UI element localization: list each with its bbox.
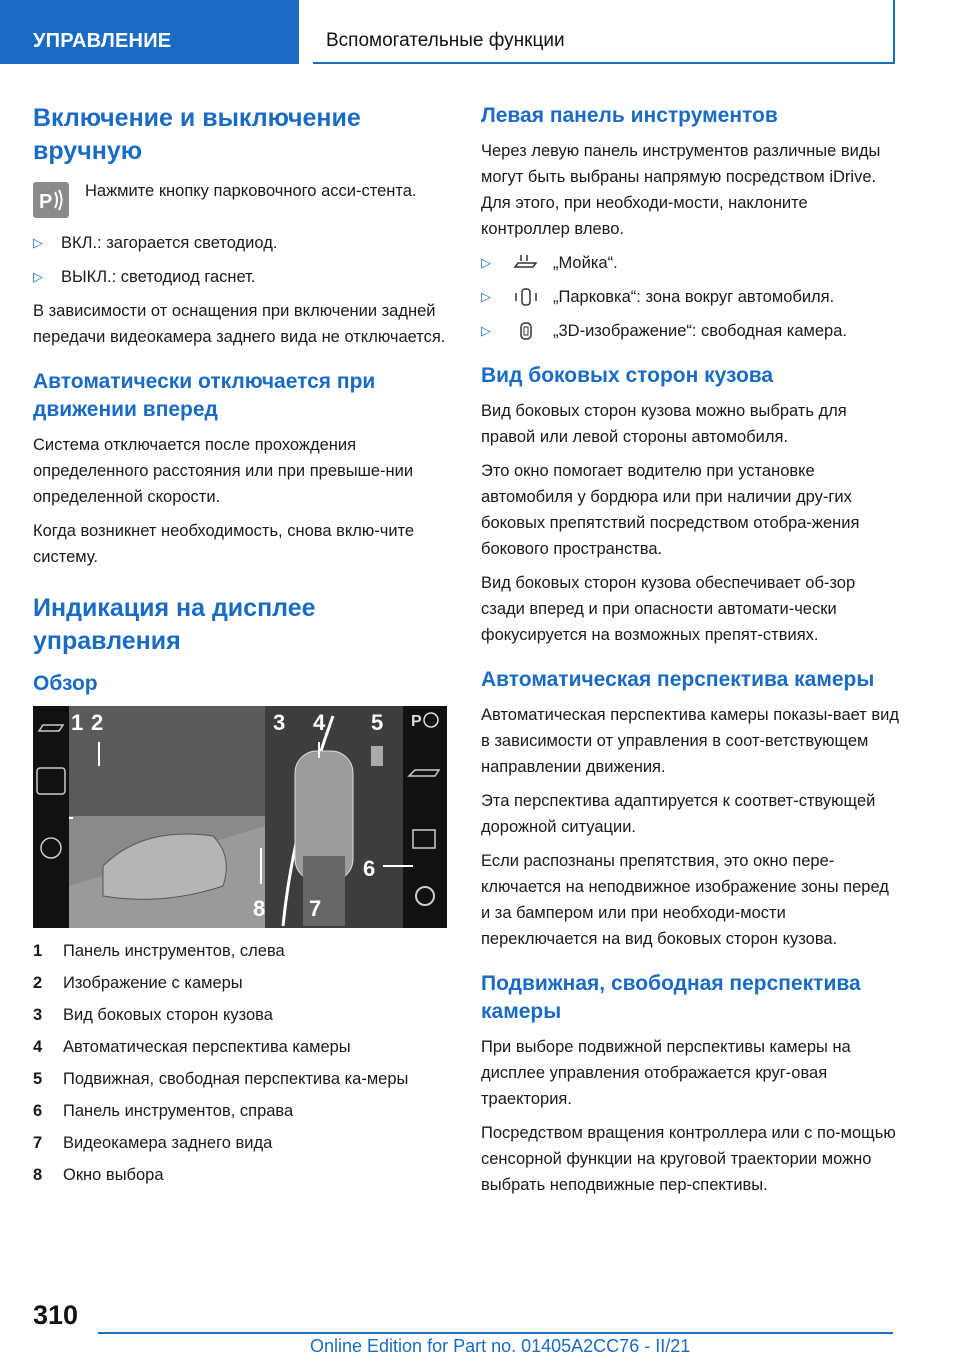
triangle-bullet-icon: ▷ (481, 323, 491, 338)
heading-left-panel: Левая панель инструментов (481, 104, 778, 127)
triangle-bullet-icon: ▷ (33, 235, 43, 250)
footer-edition: Online Edition for Part no. 01405A2CC76 - II/21 (310, 1336, 691, 1356)
paragraph-side-3: Вид боковых сторон кузова обеспечивает об-зор сзади вперед и при опасности автомати-чески фокусируется на возможных препят-ствиях. (481, 574, 856, 644)
callout-8: 8 (253, 896, 266, 921)
paragraph-auto-persp-2: Эта перспектива адаптируется к соответ-ствующей дорожной ситуации. (481, 792, 876, 836)
bullet-off-text: ВЫКЛ.: светодиод гаснет. (61, 268, 256, 286)
bullet-parking (481, 284, 899, 310)
parking-view-icon (513, 287, 539, 307)
button-instruction (33, 178, 451, 218)
legend-item: 3 Вид боковых сторон кузова (33, 1006, 273, 1024)
section-header: УПРАВЛЕНИЕ (0, 0, 299, 64)
heading-auto-perspective: Автоматическая перспектива камеры (481, 668, 875, 691)
callout-7: 7 (309, 896, 322, 921)
callout-4: 4 (313, 710, 326, 735)
legend-item: 8 Окно выбора (33, 1166, 164, 1184)
heading-overview: Обзор (33, 672, 98, 695)
legend-item: 7 Видеокамера заднего вида (33, 1134, 273, 1152)
svg-text:P: P (39, 191, 53, 213)
triangle-bullet-icon: ▷ (33, 269, 43, 284)
bullet-off (33, 264, 451, 290)
legend-item: 4 Автоматическая перспектива камеры (33, 1038, 351, 1056)
paragraph-left-panel: Через левую панель инструментов различные виды могут быть выбраны напрямую посредством iDrive. Для этого, при необходи-мости, наклоните контроллер влево. (481, 142, 881, 238)
car-wash-icon (513, 253, 539, 273)
figure-legend (33, 938, 451, 1188)
legend-item: 6 Панель инструментов, справа (33, 1102, 294, 1120)
callout-2: 2 (91, 710, 104, 735)
bullet-3d (481, 318, 899, 344)
footer-divider (98, 1332, 893, 1334)
callout-3: 3 (273, 710, 286, 735)
heading-free-perspective: Подвижная, свободная перспектива камеры (481, 972, 861, 1023)
paragraph-reverse: В зависимости от оснащения при включении задней передачи видеокамера заднего вида не отключается. (33, 302, 446, 346)
paragraph-auto-persp-3: Если распознаны препятствия, это окно пере-ключается на неподвижное изображение зоны перед и за бампером или при необходи-мости переключается на вид боковых сторон кузова. (481, 852, 889, 948)
button-text: Нажмите кнопку парковочного асси-стента. (85, 182, 417, 200)
camera-display-figure (33, 706, 447, 928)
camera-display-illustration (33, 706, 447, 928)
heading-display: Индикация на дисплее управления (33, 594, 316, 655)
paragraph-auto-2: Когда возникнет необходимость, снова вклю-чите систему. (33, 522, 415, 566)
legend-item: 5 Подвижная, свободная перспектива ка-меры (33, 1070, 409, 1088)
bullet-on-text: ВКЛ.: загорается светодиод. (61, 234, 278, 252)
subsection-header: Вспомогательные функции (313, 0, 895, 64)
callout-5: 5 (371, 710, 384, 735)
paragraph-auto-persp-1: Автоматическая перспектива камеры показы-вает вид в зависимости от управления в соот-ветствующем направлении движения. (481, 706, 899, 776)
heading-side-view: Вид боковых сторон кузова (481, 364, 774, 387)
bullet-3d-text: „3D-изображение“: свободная камера. (553, 322, 847, 340)
bullet-wash-text: „Мойка“. (553, 254, 618, 272)
bullet-on (33, 230, 451, 256)
legend-item: 2 Изображение с камеры (33, 974, 243, 992)
callout-6: 6 (363, 856, 376, 881)
triangle-bullet-icon: ▷ (481, 289, 491, 304)
paragraph-free-2: Посредством вращения контроллера или с по-мощью сенсорной функции на круговой траектории можно выбрать неподвижные пер-спективы. (481, 1124, 896, 1194)
bullet-parking-text: „Парковка“: зона вокруг автомобиля. (553, 288, 835, 306)
3d-view-icon (513, 321, 539, 341)
paragraph-auto-1: Система отключается после прохождения определенного расстояния или при превыше-нии определенной скорости. (33, 436, 414, 506)
heading-manual-switch: Включение и выключение вручную (33, 104, 361, 165)
heading-auto-off: Автоматически отключается при движении вперед (33, 370, 376, 421)
page-number: 310 (33, 1300, 79, 1330)
parking-assistant-button-icon (33, 182, 69, 218)
bullet-wash (481, 250, 899, 276)
paragraph-side-2: Это окно помогает водителю при установке автомобиля у бордюра или при наличии дру-гих боковых препятствий посредством отобра-жения бокового пространства. (481, 462, 860, 558)
triangle-bullet-icon: ▷ (481, 255, 491, 270)
svg-text:P: P (411, 713, 422, 730)
right-column (481, 102, 899, 1206)
left-column (33, 102, 451, 1194)
paragraph-free-1: При выборе подвижной перспективы камеры на дисплее управления отображается круг-овая траектория. (481, 1038, 851, 1108)
callout-1: 1 (71, 710, 84, 735)
legend-item: 1 Панель инструментов, слева (33, 942, 285, 960)
paragraph-side-1: Вид боковых сторон кузова можно выбрать для правой или левой стороны автомобиля. (481, 402, 847, 446)
